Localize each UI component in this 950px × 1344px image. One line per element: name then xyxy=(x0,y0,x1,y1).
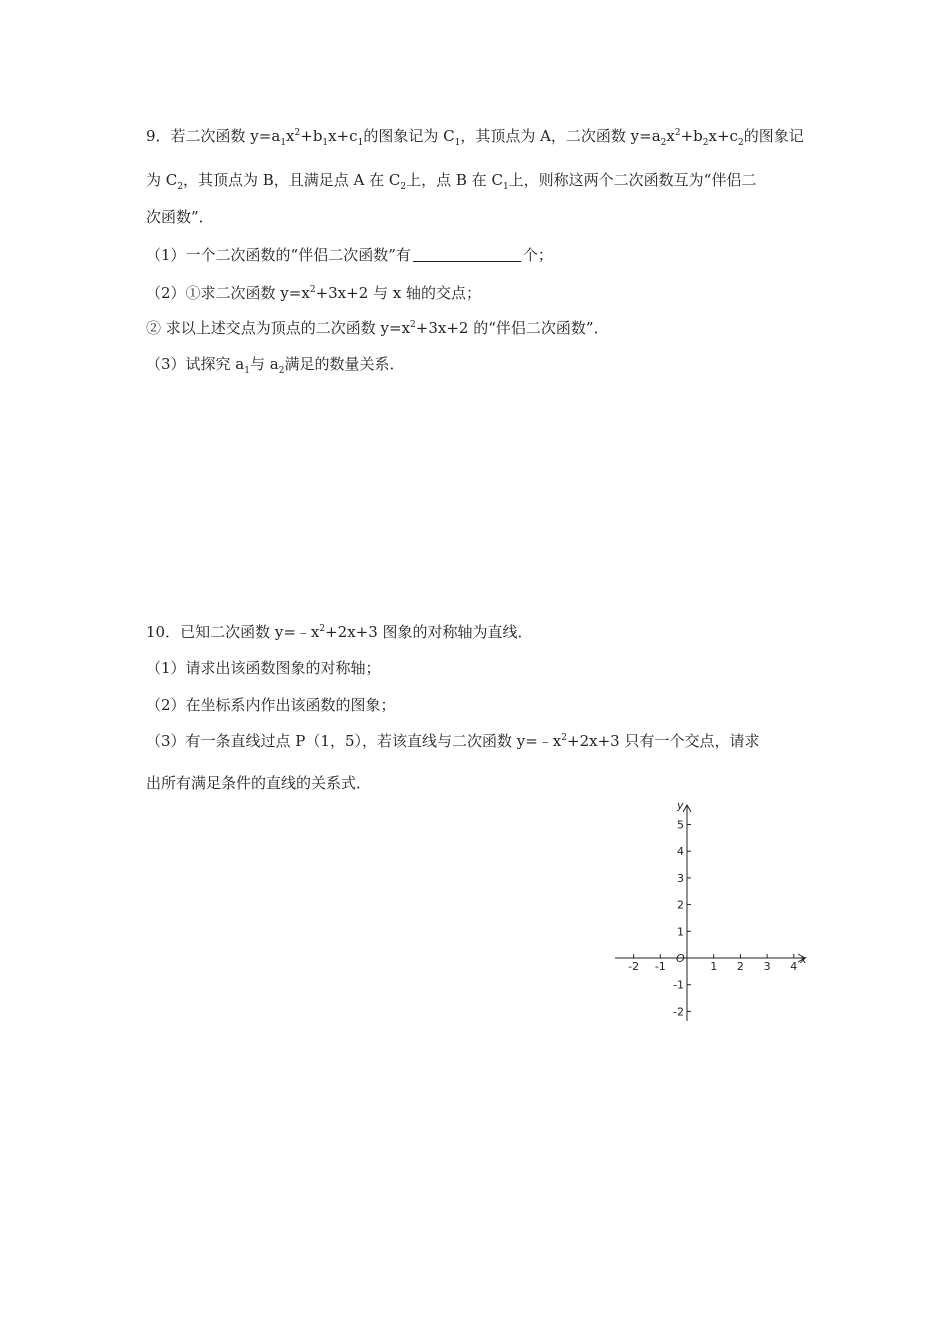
y-tick-label: 1 xyxy=(677,925,684,939)
q9-text: ② 求以上述交点为顶点的二次函数 y=x xyxy=(146,319,411,337)
superscript: 2 xyxy=(561,733,567,743)
q9-text: x xyxy=(666,127,675,145)
answer-blank[interactable] xyxy=(413,247,521,262)
q9-part-3 xyxy=(146,354,404,374)
q9-line-2 xyxy=(146,170,756,190)
q9-text: （1）一个二次函数的“伴侣二次函数”有 xyxy=(146,246,411,264)
x-tick-label: 3 xyxy=(763,960,771,973)
q9-text: 与 a xyxy=(250,355,279,373)
q9-line-1 xyxy=(146,126,804,146)
subscript: 2 xyxy=(278,366,285,376)
y-axis-label: y xyxy=(677,799,684,812)
y-axis-ticks xyxy=(673,819,691,1019)
subscript: 1 xyxy=(502,182,509,192)
x-tick-label: 4 xyxy=(790,960,798,973)
y-tick-label: 5 xyxy=(677,818,684,832)
q10-part-4: 出所有满足条件的直线的关系式． xyxy=(146,774,372,792)
y-tick-label: 2 xyxy=(677,898,684,912)
subscript: 1 xyxy=(322,138,329,148)
y-tick-label: -1 xyxy=(673,978,684,992)
superscript: 2 xyxy=(294,128,301,138)
q9-text: 个； xyxy=(522,246,553,264)
y-tick-label: 4 xyxy=(677,845,684,859)
superscript: 2 xyxy=(410,320,416,330)
q9-part-2b xyxy=(146,318,609,338)
q9-text: 的图象记 xyxy=(743,127,804,145)
superscript: 2 xyxy=(674,128,681,138)
x-axis-ticks xyxy=(628,954,797,973)
subscript: 2 xyxy=(400,182,407,192)
q10-part-2: （2）在坐标系内作出该函数的图象； xyxy=(146,696,396,714)
q9-text: +3x+2 与 x 轴的交点； xyxy=(315,284,482,302)
q9-text: +b xyxy=(680,127,703,145)
coordinate-system[interactable] xyxy=(600,795,820,1030)
subscript: 1 xyxy=(280,138,287,148)
x-tick-label: 2 xyxy=(736,960,744,973)
q9-text: +b xyxy=(300,127,323,145)
x-tick-label: 1 xyxy=(710,960,718,973)
q9-text: 满足的数量关系． xyxy=(284,355,405,373)
q10-part-1: （1）请求出该函数图象的对称轴； xyxy=(146,659,381,677)
q9-text: x+c xyxy=(708,127,738,145)
subscript: 1 xyxy=(454,138,461,148)
q10-text: 10．已知二次函数 y=﹣x xyxy=(146,623,320,641)
q9-text: 为 C xyxy=(146,171,178,189)
subscript: 2 xyxy=(702,138,709,148)
subscript: 1 xyxy=(357,138,364,148)
y-tick-label: 3 xyxy=(677,871,684,885)
q9-text: 9．若二次函数 y=a xyxy=(146,127,281,145)
q9-text: ，其顶点为 A，二次函数 y=a xyxy=(460,127,661,145)
subscript: 1 xyxy=(244,366,250,376)
q9-text: （3）试探究 a xyxy=(146,355,245,373)
subscript: 2 xyxy=(660,138,667,148)
q9-text: 的图象记为 C xyxy=(363,127,455,145)
q9-text: ，其顶点为 B，且满足点 A 在 C xyxy=(182,171,401,189)
origin-label: O xyxy=(676,952,685,965)
subscript: 2 xyxy=(177,182,183,192)
q9-line-3: 次函数”． xyxy=(146,208,214,226)
q10-text: （3）有一条直线过点 P（1，5），若该直线与二次函数 y=﹣x xyxy=(146,732,562,750)
x-tick-label: -2 xyxy=(628,960,640,973)
q9-part-2 xyxy=(146,283,481,303)
q9-text: +3x+2 的“伴侣二次函数”． xyxy=(415,319,609,337)
superscript: 2 xyxy=(309,285,316,295)
q10-part-3 xyxy=(146,731,759,751)
q9-text: 上，则称这两个二次函数互为“伴侣二 xyxy=(508,171,757,189)
subscript: 2 xyxy=(737,138,744,148)
q9-text: x+c xyxy=(328,127,358,145)
x-tick-label: -1 xyxy=(654,960,666,973)
q10-text: +2x+3 图象的对称轴为直线． xyxy=(325,623,533,641)
q9-part-1 xyxy=(146,245,553,265)
q9-text: （2）①求二次函数 y=x xyxy=(146,284,310,302)
superscript: 2 xyxy=(319,624,326,634)
x-axis-label: x xyxy=(800,953,807,966)
q10-text: +2x+3 只有一个交点，请求 xyxy=(567,732,760,750)
q9-text: x xyxy=(286,127,295,145)
y-axis xyxy=(683,805,691,1021)
q9-text: 上，点 B 在 C xyxy=(406,171,503,189)
q10-line-1 xyxy=(146,622,533,642)
y-tick-label: -2 xyxy=(673,1005,684,1019)
